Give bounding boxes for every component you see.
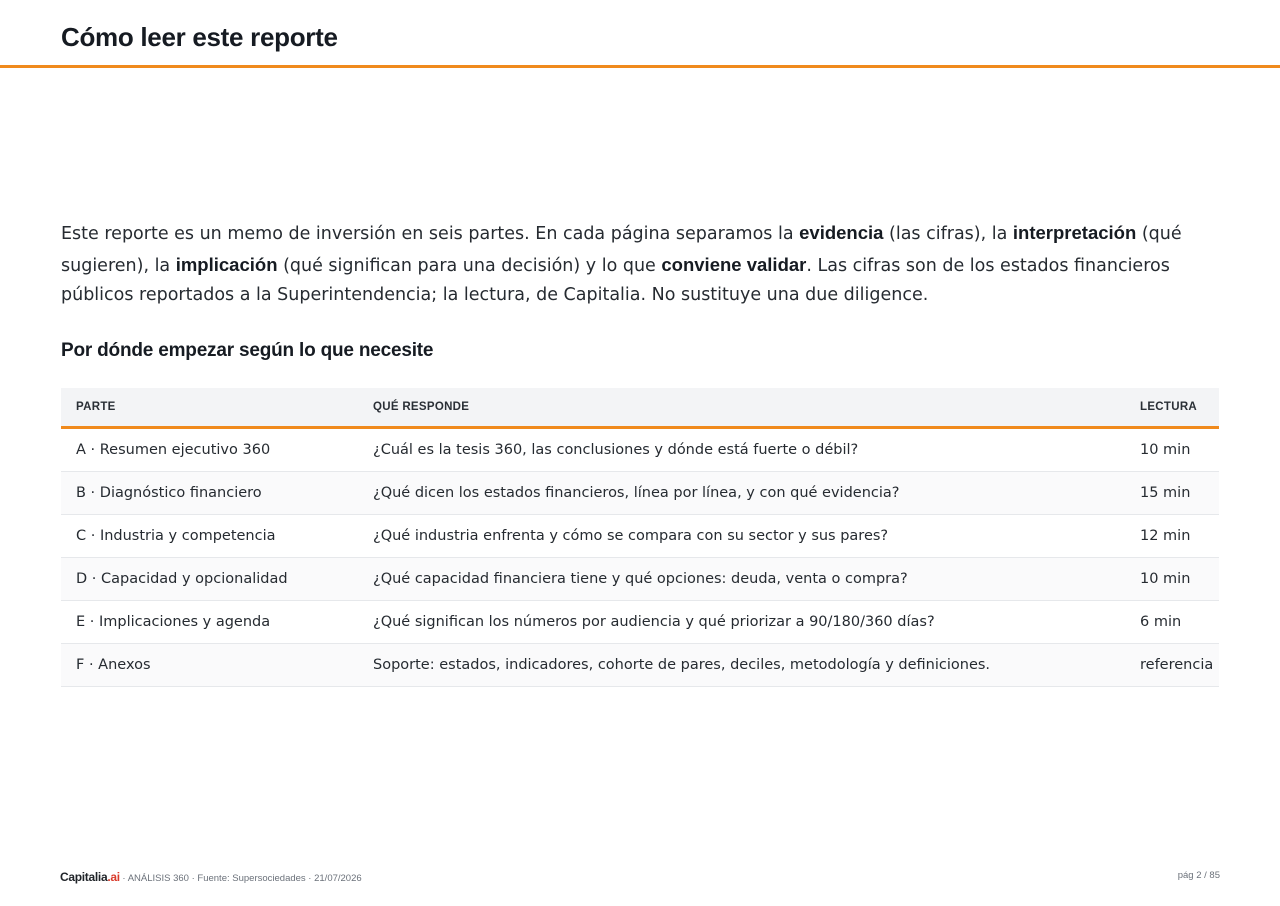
table-row — [61, 644, 1219, 687]
cell-question: ¿Cuál es la tesis 360, las conclusiones y dónde está fuerte o débil? — [358, 428, 1125, 472]
title-underline — [0, 65, 1280, 68]
page-title: Cómo leer este reporte — [61, 22, 338, 52]
cell-question: ¿Qué significan los números por audiencia y qué priorizar a 90/180/360 días? — [358, 601, 1125, 644]
brand-tld: .ai — [107, 870, 120, 884]
cell-question: ¿Qué dicen los estados financieros, línea por línea, y con qué evidencia? — [358, 472, 1125, 515]
column-header-reading: LECTURA — [1125, 388, 1219, 428]
intro-text-1: Este reporte es un memo de inversión en seis partes. En cada página separamos la — [61, 224, 800, 244]
intro-text-4: (qué significan para una decisión) y lo que — [277, 255, 662, 276]
column-header-part: PARTE — [61, 388, 358, 428]
cell-reading: referencia — [1125, 644, 1219, 687]
cell-question: ¿Qué industria enfrenta y cómo se compara con su sector y sus pares? — [358, 515, 1125, 558]
reading-guide-table — [61, 388, 1219, 687]
table-row — [61, 515, 1219, 558]
cell-part: B · Diagnóstico financiero — [61, 472, 358, 515]
intro-keyword-validar: conviene validar — [661, 253, 807, 275]
footer-source: · ANÁLISIS 360 · Fuente: Supersociedades · 21/07/2026 — [119, 873, 362, 884]
cell-reading: 12 min — [1125, 515, 1219, 558]
cell-question: Soporte: estados, indicadores, cohorte de pares, deciles, metodología y definiciones. — [358, 644, 1125, 687]
page-footer — [60, 870, 1220, 884]
table-row — [61, 558, 1219, 601]
cell-reading: 6 min — [1125, 601, 1219, 644]
page-number: pág 2 / 85 — [1177, 870, 1220, 881]
cell-reading: 10 min — [1125, 558, 1219, 601]
table-row — [61, 601, 1219, 644]
section-title: Por dónde empezar según lo que necesite — [61, 340, 434, 361]
cell-part: E · Implicaciones y agenda — [61, 601, 358, 644]
intro-paragraph — [61, 218, 1221, 311]
column-header-question: QUÉ RESPONDE — [358, 388, 1125, 428]
cell-part: D · Capacidad y opcionalidad — [61, 558, 358, 601]
intro-text-5: . Las cifras son de los estados financieros públicos reportados a la Superintendencia; la lectura, de Capitalia. No sustituye una due diligence. — [61, 255, 1170, 305]
table-row — [61, 428, 1219, 472]
cell-reading: 10 min — [1125, 428, 1219, 472]
cell-part: C · Industria y competencia — [61, 515, 358, 558]
cell-part: A · Resumen ejecutivo 360 — [61, 428, 358, 472]
cell-reading: 15 min — [1125, 472, 1219, 515]
table-row — [61, 472, 1219, 515]
intro-text-3: (qué sugieren), la — [61, 224, 1182, 276]
intro-keyword-interpretacion: interpretación — [1012, 222, 1137, 243]
intro-text-2: (las cifras), la — [883, 224, 1013, 244]
brand-name: Capitalia — [60, 870, 108, 884]
table-header-row — [61, 388, 1219, 428]
brand-logo — [60, 870, 120, 884]
cell-question: ¿Qué capacidad financiera tiene y qué opciones: deuda, venta o compra? — [358, 558, 1125, 601]
intro-keyword-evidencia: evidencia — [799, 222, 884, 243]
cell-part: F · Anexos — [61, 644, 358, 687]
intro-keyword-implicacion: implicación — [175, 253, 278, 275]
footer-meta — [60, 870, 362, 884]
